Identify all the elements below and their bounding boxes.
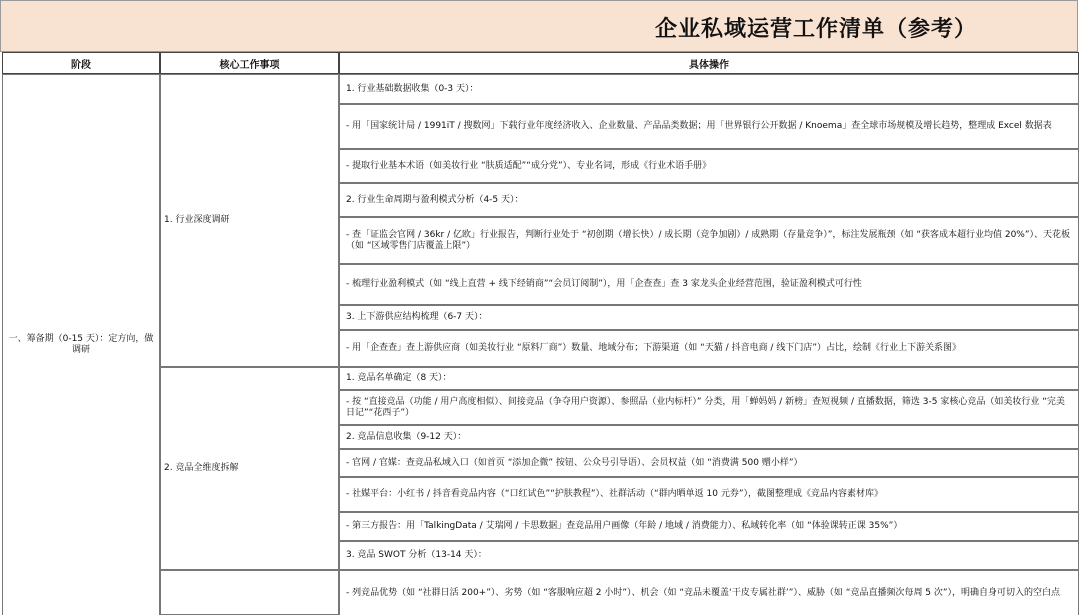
- operation-row: 2. 行业生命周期与盈利模式分析（4-5 天）：: [339, 183, 1079, 217]
- operation-row: 1. 竞品名单确定（8 天）：: [339, 367, 1079, 390]
- task-cell: 2. 竞品全维度拆解: [160, 367, 339, 570]
- operation-row: 2. 竞品信息收集（9-12 天）：: [339, 425, 1079, 449]
- operation-row: - 第三方报告：用「TalkingData / 艾瑞网 / 卡思数据」查竞品用户画像（年龄 / 地域 / 消费能力）、私域转化率（如 “体验课转正课 35%”）: [339, 512, 1079, 541]
- header-operation: 具体操作: [339, 52, 1079, 74]
- title-bar: [0, 0, 1078, 52]
- operation-row: 3. 竞品 SWOT 分析（13-14 天）：: [339, 541, 1079, 570]
- operation-row: - 用「国家统计局 / 1991iT / 搜数网」下载行业年度经济收入、企业数量、产品品类数据；用「世界银行公开数据 / Knoema」查全球市场规模及增长趋势，整理成 Excel 数据表: [339, 104, 1079, 149]
- operation-row: - 列竞品优势（如 “社群日活 200+”）、劣势（如 “客服响应超 2 小时”）、机会（如 “竞品未覆盖‘干皮专属社群’”）、威胁（如 “竞品直播频次每周 5 次”），明确自身可切入的空白点: [339, 570, 1079, 615]
- operation-row: - 提取行业基本术语（如美妆行业 “肤质适配”“成分党”）、专业名词，形成《行业术语手册》: [339, 149, 1079, 183]
- operation-row: 3. 上下游供应结构梳理（6-7 天）：: [339, 305, 1079, 330]
- operation-row: - 按 “直接竞品（功能 / 用户高度相似）、间接竞品（争夺用户资源）、参照品（业内标杆）” 分类，用「蝉妈妈 / 新榜」查短视频 / 直播数据，筛选 3-5 家核心竞品（如美妆行业 “完美日记”“花西子”）: [339, 390, 1079, 425]
- operation-row: - 官网 / 官媒：查竞品私域入口（如首页 “添加企微” 按钮、公众号引导语）、会员权益（如 “消费满 500 赠小样”）: [339, 449, 1079, 477]
- header-stage: 阶段: [2, 52, 160, 74]
- task-cell: 1. 行业深度调研: [160, 74, 339, 367]
- task-cell-continued: [160, 570, 339, 615]
- operation-row: - 用「企查查」查上游供应商（如美妆行业 “原料厂商”）数量、地域分布；下游渠道（如 “天猫 / 抖音电商 / 线下门店”）占比，绘制《行业上下游关系图》: [339, 330, 1079, 367]
- operation-row: 1. 行业基础数据收集（0-3 天）：: [339, 74, 1079, 104]
- operation-row: - 梳理行业盈利模式（如 “线上直营 + 线下经销商”“会员订阅制”），用「企查查」查 3 家龙头企业经营范围，验证盈利模式可行性: [339, 264, 1079, 305]
- operation-row: - 查「证监会官网 / 36kr / 亿欧」行业报告，判断行业处于 “初创期（增长快）/ 成长期（竞争加剧）/ 成熟期（存量竞争）”，标注发展瓶颈（如 “获客成本超行业均值 20%”）、天花板（如 “区域零售门店覆盖上限”）: [339, 217, 1079, 264]
- header-task: 核心工作事项: [160, 52, 339, 74]
- stage-cell: 一、筹备期（0-15 天）：定方向，做调研: [2, 74, 160, 615]
- document-title: 企业私域运营工作清单（参考）: [654, 17, 977, 42]
- operation-row: - 社媒平台：小红书 / 抖音看竞品内容（“口红试色”“护肤教程”）、社群活动（“群内晒单返 10 元券”），截图整理成《竞品内容素材库》: [339, 477, 1079, 512]
